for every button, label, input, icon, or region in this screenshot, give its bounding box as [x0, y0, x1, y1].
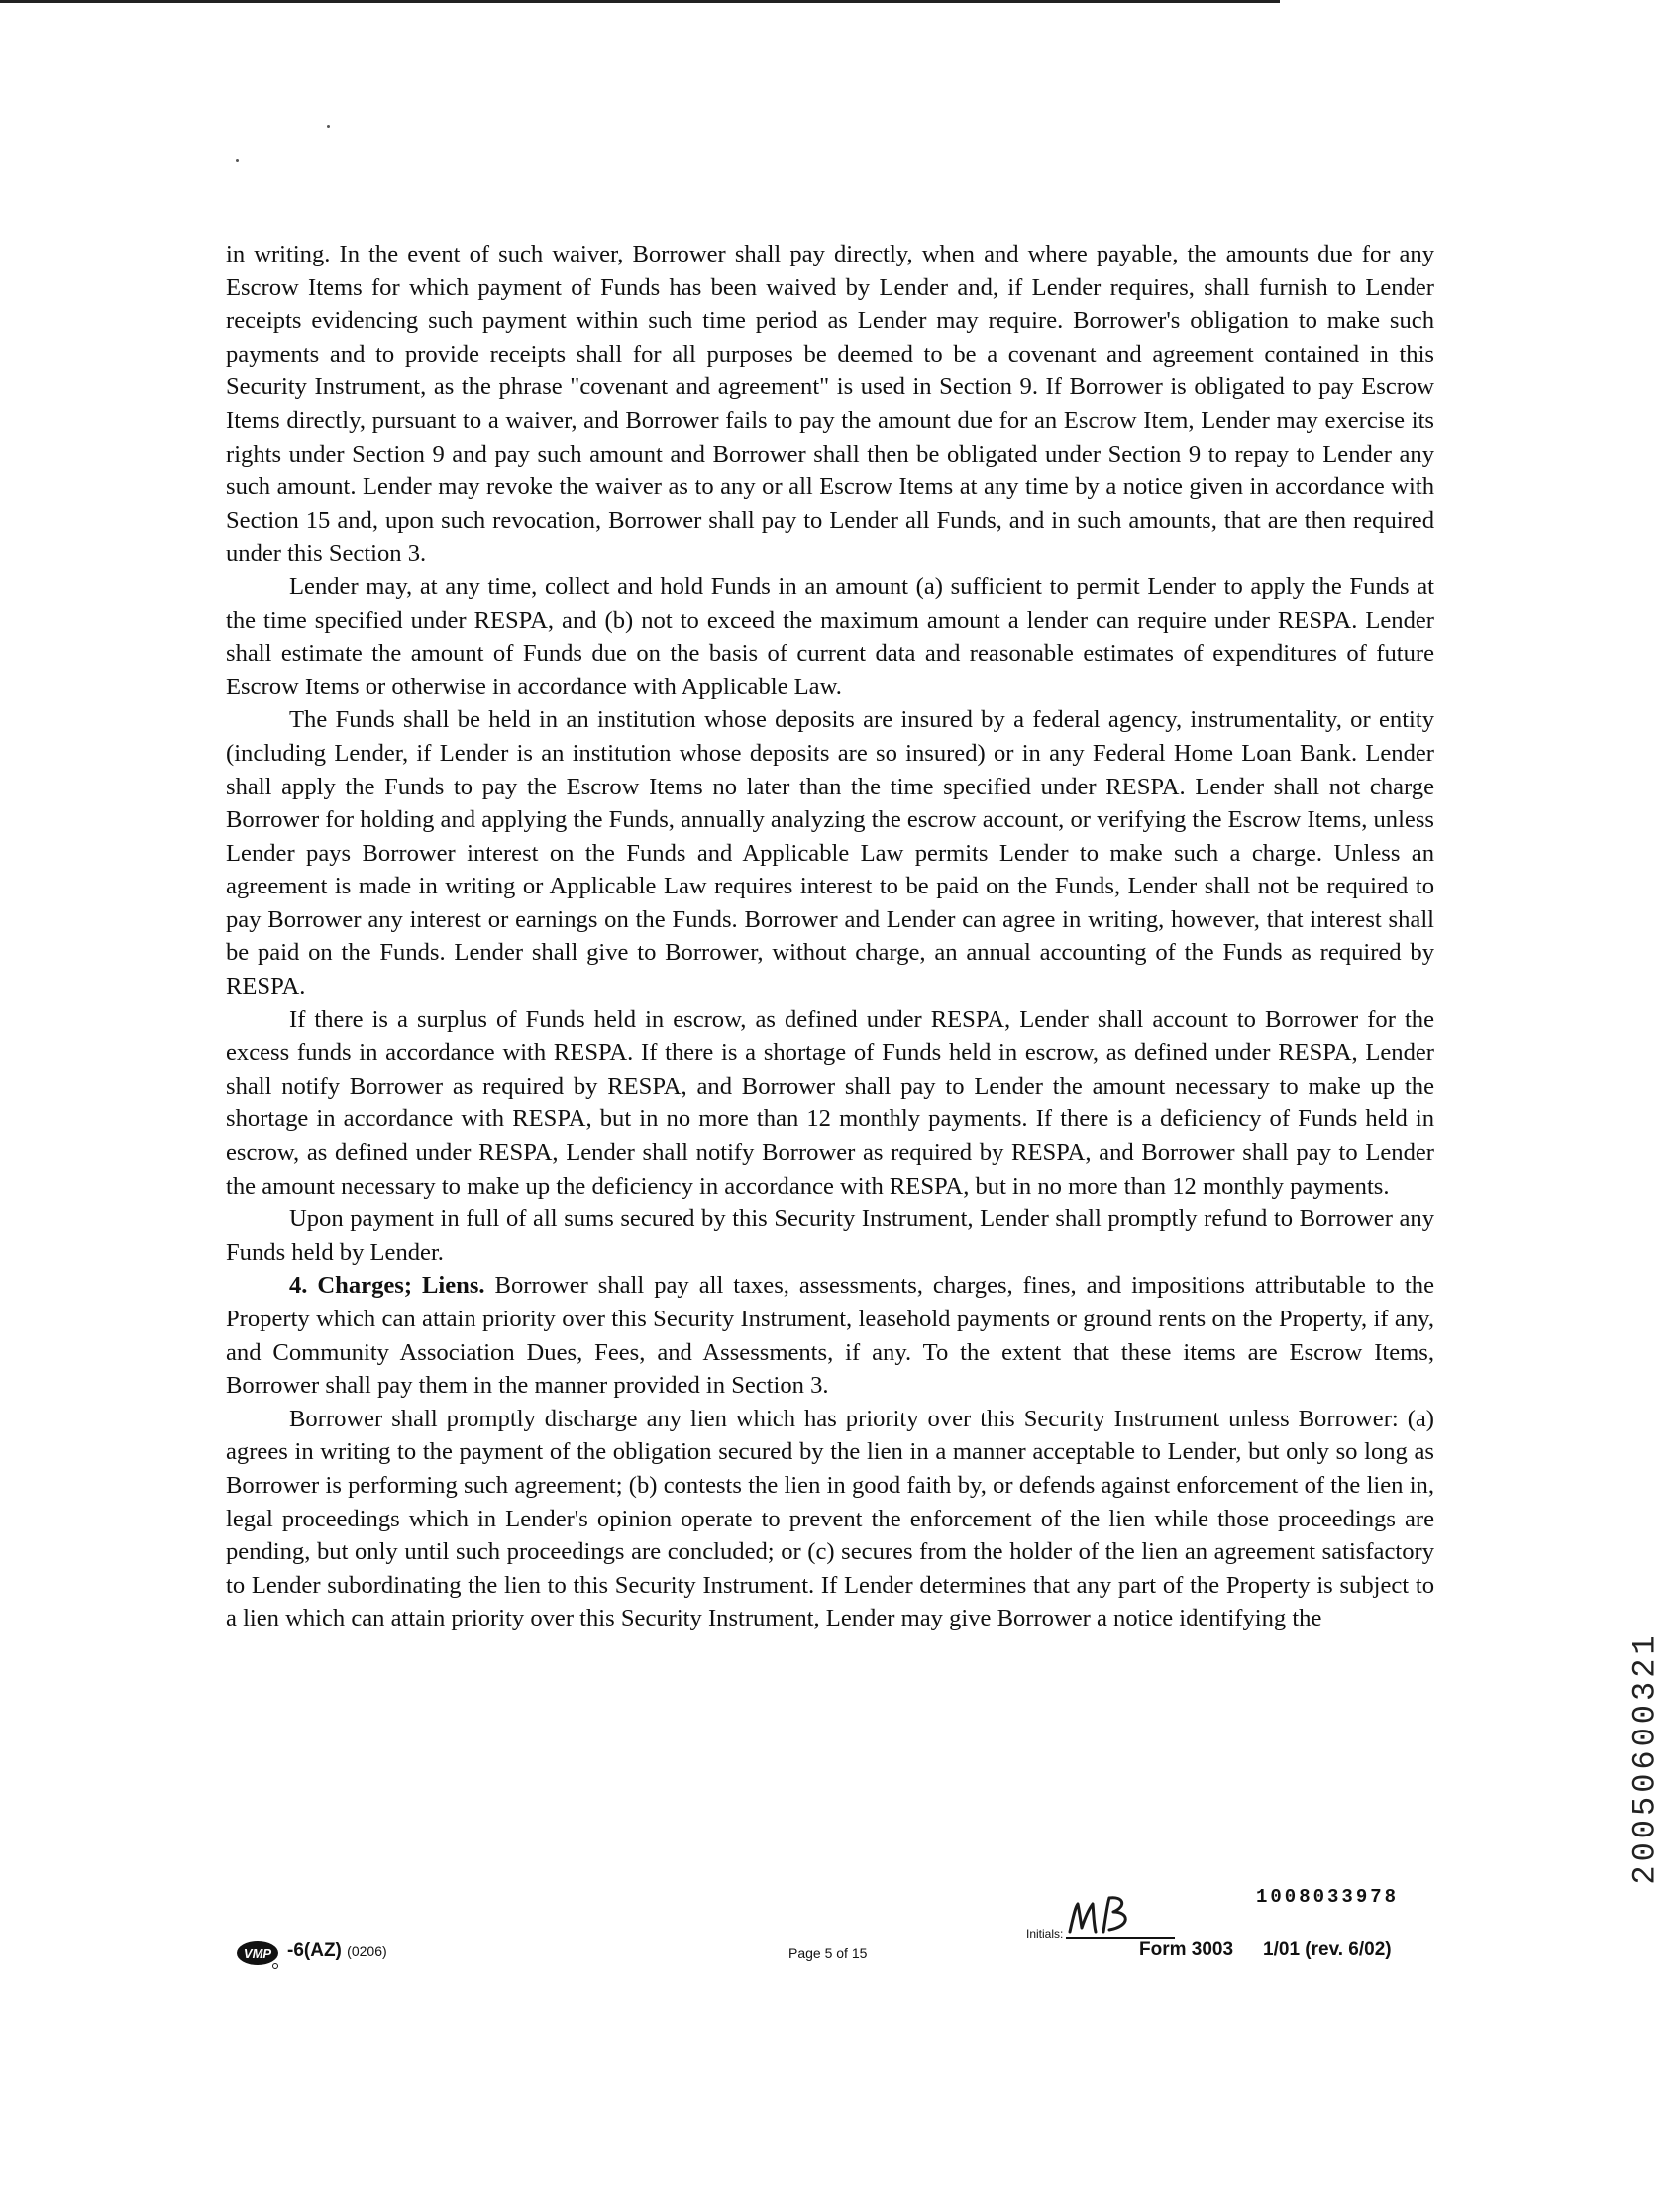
form-identifier — [1139, 1940, 1392, 1961]
top-scan-rule — [0, 0, 1280, 3]
loan-number: 1008033978 — [1256, 1886, 1400, 1908]
section-4-text: Borrower shall pay all taxes, assessments, charges, fines, and impositions attributable to the Property which can attain priority over this Security Instrument, leasehold payments or ground rents on the Property, if any, and Community Association Dues, Fees, and Assessments, if any. To the extent that these items are Escrow Items, Borrower shall pay them in the manner provided in Section 3. — [226, 1272, 1434, 1400]
paragraph-funds-held: The Funds shall be held in an institution whose deposits are insured by a federal agency, instrumentality, or entity (including Lender, if Lender is an institution whose deposits are so insured) or in any Federal Home Loan Bank. Lender shall apply the Funds to pay the Escrow Items no later than the time specified under RESPA. Lender shall not charge Borrower for holding and applying the Funds, annually analyzing the escrow account, or verifying the Escrow Items, unless Lender pays Borrower interest on the Funds and Applicable Law permits Lender to make such a charge. Unless an agreement is made in writing or Applicable Law requires interest to be paid on the Funds, Lender shall not be required to pay Borrower any interest or earnings on the Funds. Borrower and Lender can agree in writing, however, that interest shall be paid on the Funds. Lender shall give to Borrower, without charge, an annual accounting of the Funds as required by RESPA. — [226, 706, 1434, 1000]
form-name: Form 3003 — [1139, 1940, 1234, 1960]
section-4-heading: 4. Charges; Liens. — [289, 1272, 485, 1300]
initials-signature — [1066, 1892, 1185, 1941]
form-code: -6(AZ) — [287, 1941, 342, 1961]
initials-label: Initials: — [1026, 1927, 1064, 1941]
section-4-charges-liens — [226, 1269, 1434, 1402]
vmp-logo-icon — [236, 1940, 283, 1969]
side-recording-number: 20050600321 — [1627, 1631, 1664, 1885]
footer-form-code — [287, 1941, 387, 1962]
side-recording-stamp — [1627, 1610, 1664, 1907]
page-number: Page 5 of 15 — [788, 1945, 868, 1961]
form-date: 1/01 (rev. 6/02) — [1263, 1940, 1392, 1960]
document-body — [226, 238, 1434, 1635]
paragraph-surplus-shortage: If there is a surplus of Funds held in escrow, as defined under RESPA, Lender shall account to Borrower for the excess funds in accordance with RESPA. If there is a shortage of Funds held in escrow, as defined under RESPA, Lender shall notify Borrower as required by RESPA, and Borrower shall pay to Lender the amount necessary to make up the shortage in accordance with RESPA, but in no more than 12 monthly payments. If there is a deficiency of Funds held in escrow, as defined under RESPA, Lender shall notify Borrower as required by RESPA, and Borrower shall pay to Lender the amount necessary to make up the deficiency in accordance with RESPA, but in no more than 12 monthly payments. — [226, 1005, 1434, 1200]
scan-speck — [236, 159, 239, 162]
paragraph-collect-funds: Lender may, at any time, collect and hold Funds in an amount (a) sufficient to permit Lender to apply the Funds at the time specified under RESPA, and (b) not to exceed the maximum amount a lender can require under RESPA. Lender shall estimate the amount of Funds due on the basis of current data and reasonable estimates of expenditures of future Escrow Items or otherwise in accordance with Applicable Law. — [226, 573, 1434, 700]
initials-line — [1066, 1937, 1175, 1939]
form-revision: (0206) — [347, 1943, 387, 1959]
paragraph-waiver-continuation: in writing. In the event of such waiver, Borrower shall pay directly, when and where payable, the amounts due for any Escrow Items for which payment of Funds has been waived by Lender and, if Lender requires, shall furnish to Lender receipts evidencing such payment within such time period as Lender may require. Borrower's obligation to make such payments and to provide receipts shall for all purposes be deemed to be a covenant and agreement contained in this Security Instrument, as the phrase "covenant and agreement" is used in Section 9. If Borrower is obligated to pay Escrow Items directly, pursuant to a waiver, and Borrower fails to pay the amount due for an Escrow Item, Lender may exercise its rights under Section 9 and pay such amount and Borrower shall then be obligated under Section 9 to repay to Lender any such amount. Lender may revoke the waiver as to any or all Escrow Items at any time by a notice given in accordance with Section 15 and, upon such revocation, Borrower shall pay to Lender all Funds, and in such amounts, that are then required under this Section 3. — [226, 241, 1434, 568]
paragraph-refund: Upon payment in full of all sums secured by this Security Instrument, Lender shall promptly refund to Borrower any Funds held by Lender. — [226, 1206, 1434, 1266]
scan-speck — [327, 125, 330, 128]
paragraph-discharge-lien: Borrower shall promptly discharge any lien which has priority over this Security Instrument unless Borrower: (a) agrees in writing to the payment of the obligation secured by the lien in a manner acceptable to Lender, but only so long as Borrower is performing such agreement; (b) contests the lien in good faith by, or defends against enforcement of the lien in, legal proceedings which in Lender's opinion operate to prevent the enforcement of the lien while those proceedings are pending, but only until such proceedings are concluded; or (c) secures from the holder of the lien an agreement satisfactory to Lender subordinating the lien to this Security Instrument. If Lender determines that any part of the Property is subject to a lien which can attain priority over this Security Instrument, Lender may give Borrower a notice identifying the — [226, 1405, 1434, 1632]
vmp-logo-text: VMP — [243, 1946, 272, 1961]
